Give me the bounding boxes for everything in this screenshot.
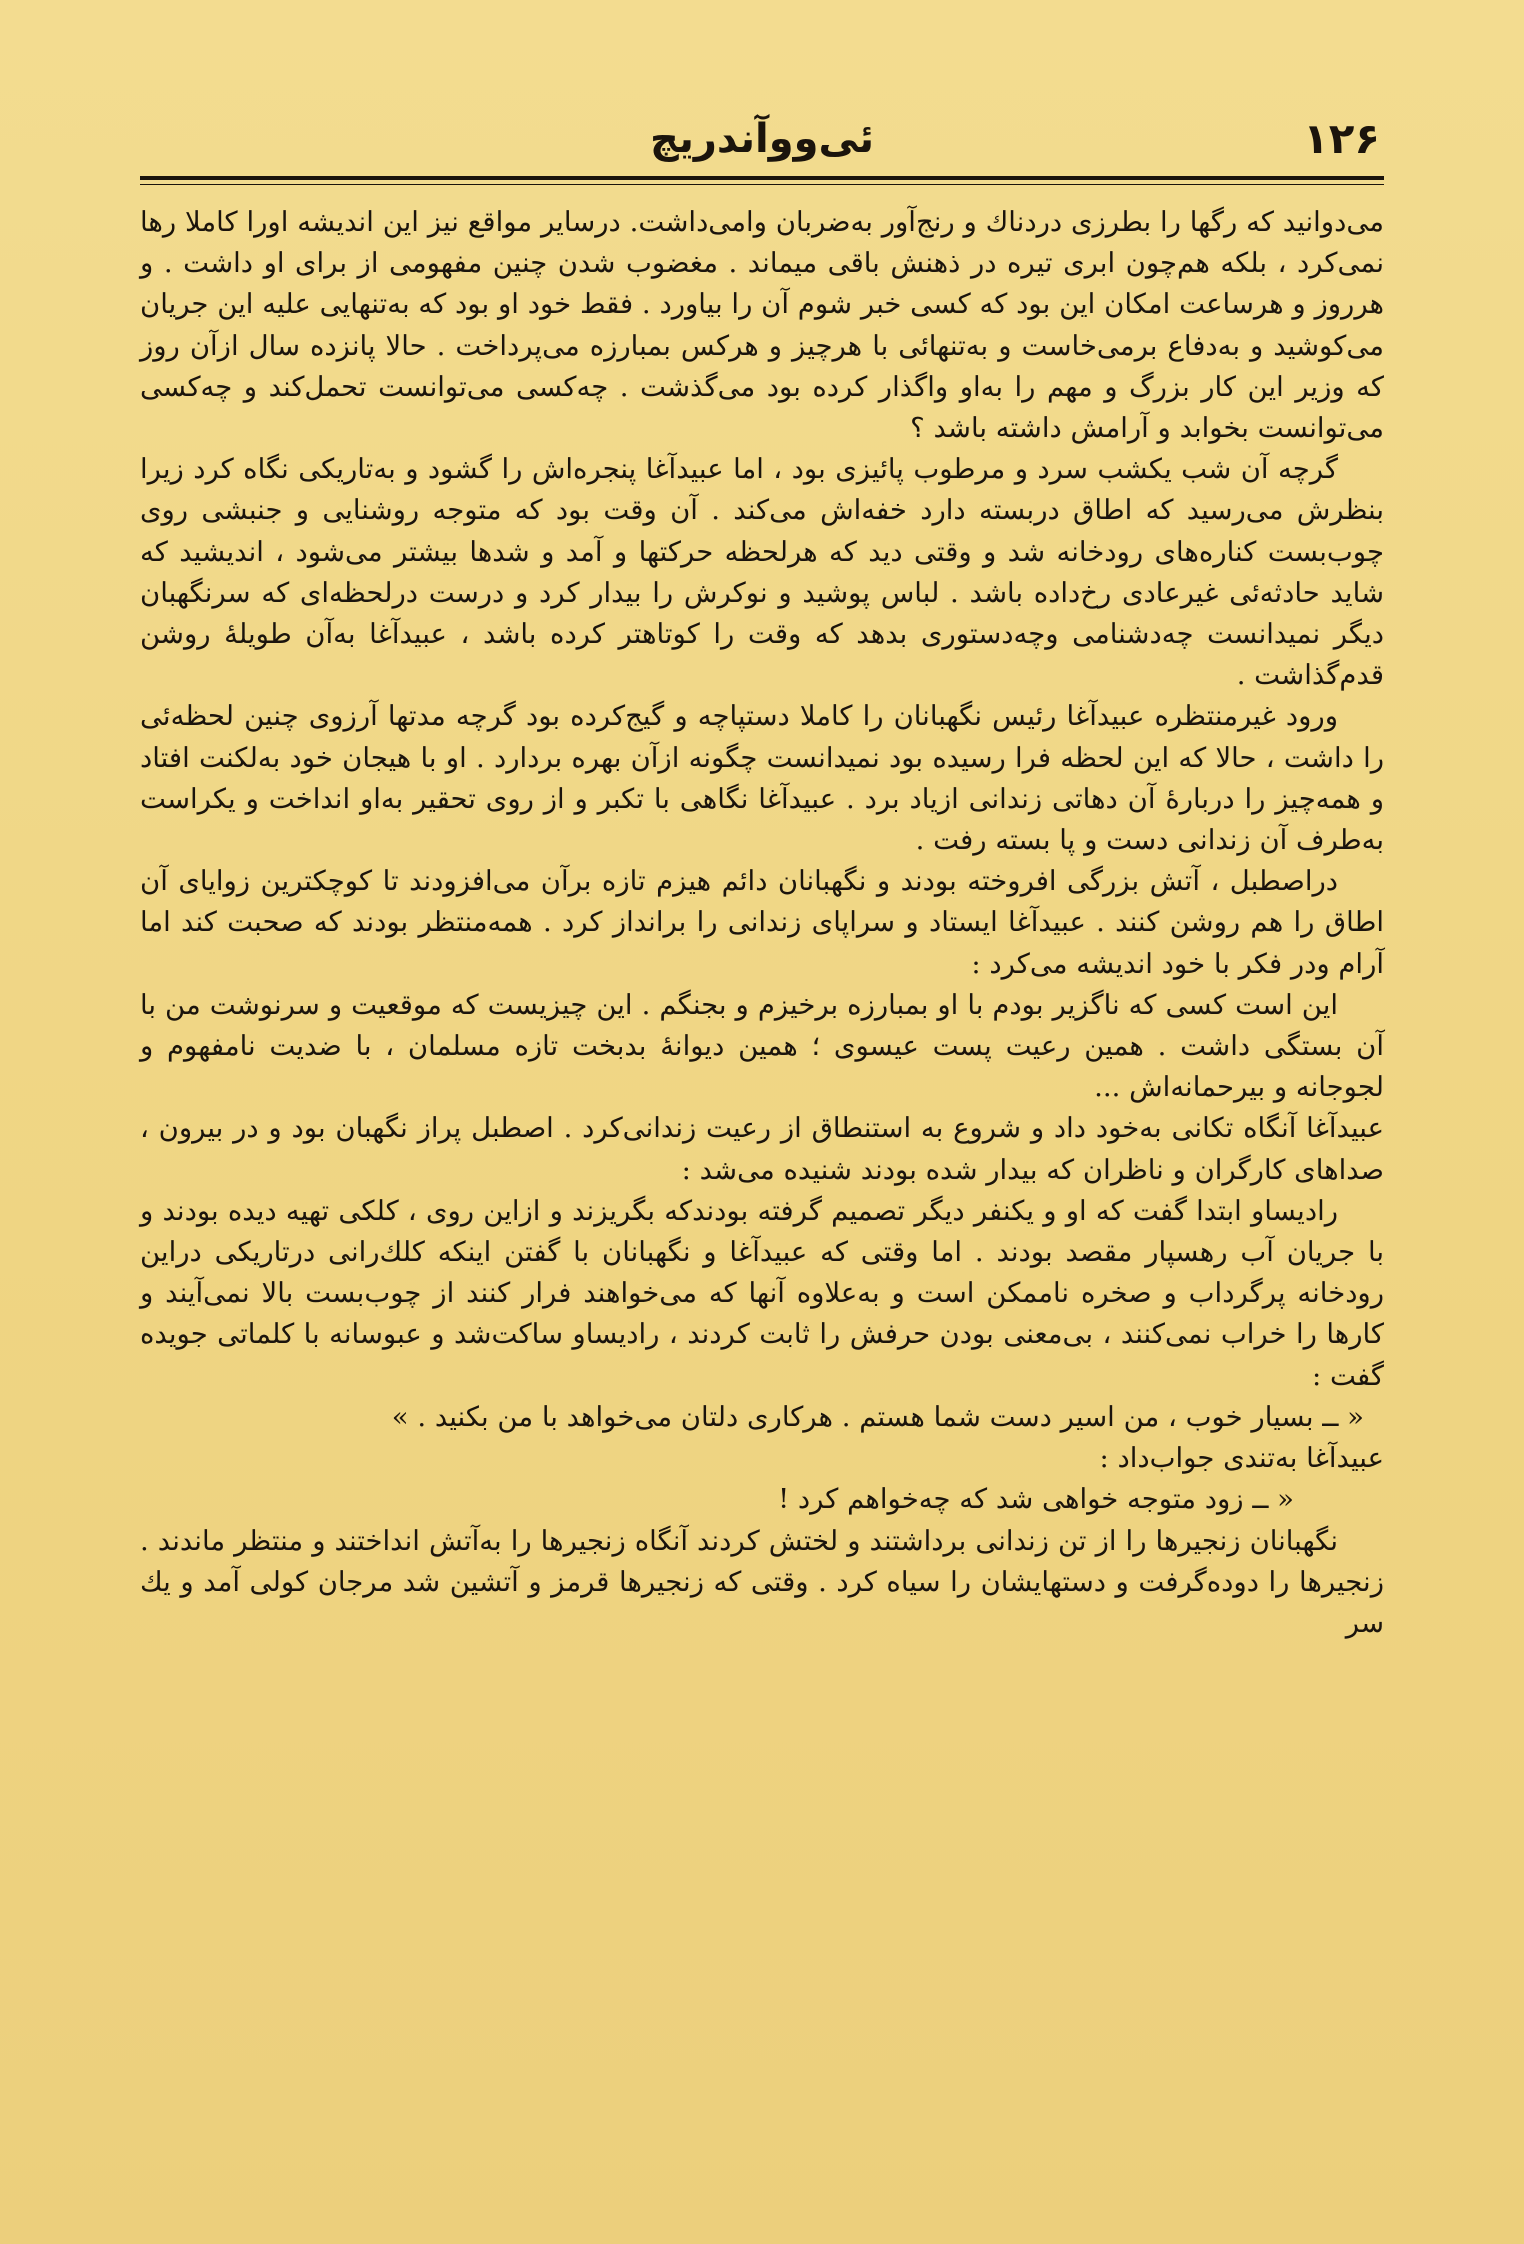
- paragraph: گرچه آن شب یکشب سرد و مرطوب پائیزی بود ، اما عبیدآغا پنجره‌اش را گشود و به‌تاریکی نگاه کرد زیرا بنظرش می‌رسید که اطاق دربسته دارد خفه‌اش می‌کند . آن وقت بود که متوجه روشنایی و جنبشی روی چوب‌بست کناره‌های رودخانه شد و وقتی دید که هرلحظه حرکتها و آمد و شدها بیشتر می‌شود ، اندیشید که شاید حادثه‌ئی غیرعادی رخ‌داده باشد . لباس پوشید و نوکرش را بیدار کرد و درست درلحظه‌ای که سرنگهبان دیگر نمیدانست چه‌دشنامی وچه‌دستوری بدهد که وقت را کوتاهتر کرده باشد ، عبیدآغا به‌آن طویلهٔ روشن قدم‌گذاشت .: [140, 453, 1384, 692]
- paragraph: می‌دوانید که رگها را بطرزی دردناك و رنج‌آور به‌ضربان وامی‌داشت. درسایر مواقع نیز این اندیشه اورا کاملا رها نمی‌کرد ، بلکه هم‌چون ابری تیره در ذهنش باقی میماند . مغضوب شدن چنین مفهومی از برای او داشت . و هرروز و هرساعت امکان این بود که کسی خبر شوم آن را بیاورد . فقط خود او بود که به‌تنهایی علیه این جریان می‌کوشید و به‌دفاع برمی‌خاست و به‌تنهائی با هرچیز و هرکس بمبارزه می‌پرداخت . حالا پانزده سال ازآن روز که وزیر این کار بزرگ و مهم را به‌او واگذار کرده بود می‌گذشت . چه‌کسی می‌توانست تحمل‌کند و چه‌کسی می‌توانست بخوابد و آرامش داشته باشد ؟: [140, 206, 1384, 445]
- paragraph: رادیساو ابتدا گفت که او و یکنفر دیگر تصمیم گرفته بودندکه بگریزند و ازاین روی ، کلکی تهیه دیده بودند و با جریان آب رهسپار مقصد بودند . اما وقتی که عبیدآغا و نگهبانان با گفتن اینکه کلك‌رانی درتاریکی دراین رودخانه پرگرداب و صخره ناممکن است و به‌علاوه آنها که می‌خواهند فرار کنند از چوب‌بست بالا نمی‌آیند و کارها را خراب نمی‌کنند ، بی‌معنی بودن حرفش را ثابت کردند ، رادیساو ساکت‌شد و عبوسانه با کلماتی جویده گفت :: [140, 1194, 1384, 1392]
- paragraph: نگهبانان زنجیرها را از تن زندانی برداشتند و لختش کردند آنگاه زنجیرها را به‌آتش انداختند و منتظر ماندند . زنجیرها را دوده‌گرفت و دستهایشان را سیاه کرد . وقتی که زنجیرها قرمز و آتشین شد مرجان کولی آمد و یك سر: [140, 1524, 1384, 1639]
- header-rule: [140, 176, 1384, 185]
- body-text: [140, 202, 1384, 2204]
- running-title: ئی‌وو‌آندریچ: [650, 116, 874, 162]
- paragraph: این است کسی که ناگزیر بودم با او بمبارزه برخیزم و بجنگم . این چیزیست که موقعیت و سرنوشت من با آن بستگی داشت . همین رعیت پست عیسوی ؛ همین دیوانهٔ بدبخت تازه مسلمان ، با ضدیت نامفهوم و لجوجانه و بیرحمانه‌اش ...: [140, 988, 1384, 1104]
- page-number: ۱۲۶: [1303, 114, 1380, 163]
- paragraph: عبیدآغا به‌تندی جواب‌داد :: [1099, 1442, 1384, 1475]
- paragraph: ورود غیرمنتظره عبیدآغا رئیس نگهبانان را کاملا دستپاچه و گیج‌کرده بود گرچه مدتها آرزوی چنین لحظه‌ئی را داشت ، حالا که این لحظه فرا رسیده بود نمیدانست چگونه ازآن بهره بردارد . او با هیجان خود به‌لکنت افتاد و همه‌چیز را دربارهٔ آن دهاتی زندانی ازیاد برد . عبیدآغا نگاهی با تکبر و از روی تحقیر به‌او انداخت و یکراست به‌طرف آن زندانی دست و پا بسته رفت .: [140, 700, 1384, 857]
- quote-paragraph: « ــ زود متوجه خواهی شد که چه‌خواهم کرد !: [778, 1483, 1294, 1516]
- page-header: [140, 110, 1384, 180]
- paragraph: عبیدآغا آنگاه تکانی به‌خود داد و شروع به استنطاق از رعیت زندانی‌کرد . اصطبل پراز نگهبان بود و در بیرون ، صداهای کارگران و ناظران که بیدار شده بودند شنیده می‌شد :: [140, 1112, 1385, 1186]
- quote-paragraph: « ــ بسیار خوب ، من اسیر دست شما هستم . هرکاری دلتان می‌خواهد با من بکنید . »: [391, 1400, 1364, 1433]
- paragraph: دراصطبل ، آتش بزرگی افروخته بودند و نگهبانان دائم هیزم تازه برآن می‌افزودند تا کوچکترین زوایای آن اطاق را هم روشن کنند . عبیدآغا ایستاد و سراپای زندانی را برانداز کرد . همه‌منتظر بودند که صحبت کند اما آرام ودر فکر با خود اندیشه می‌کرد :: [140, 865, 1384, 980]
